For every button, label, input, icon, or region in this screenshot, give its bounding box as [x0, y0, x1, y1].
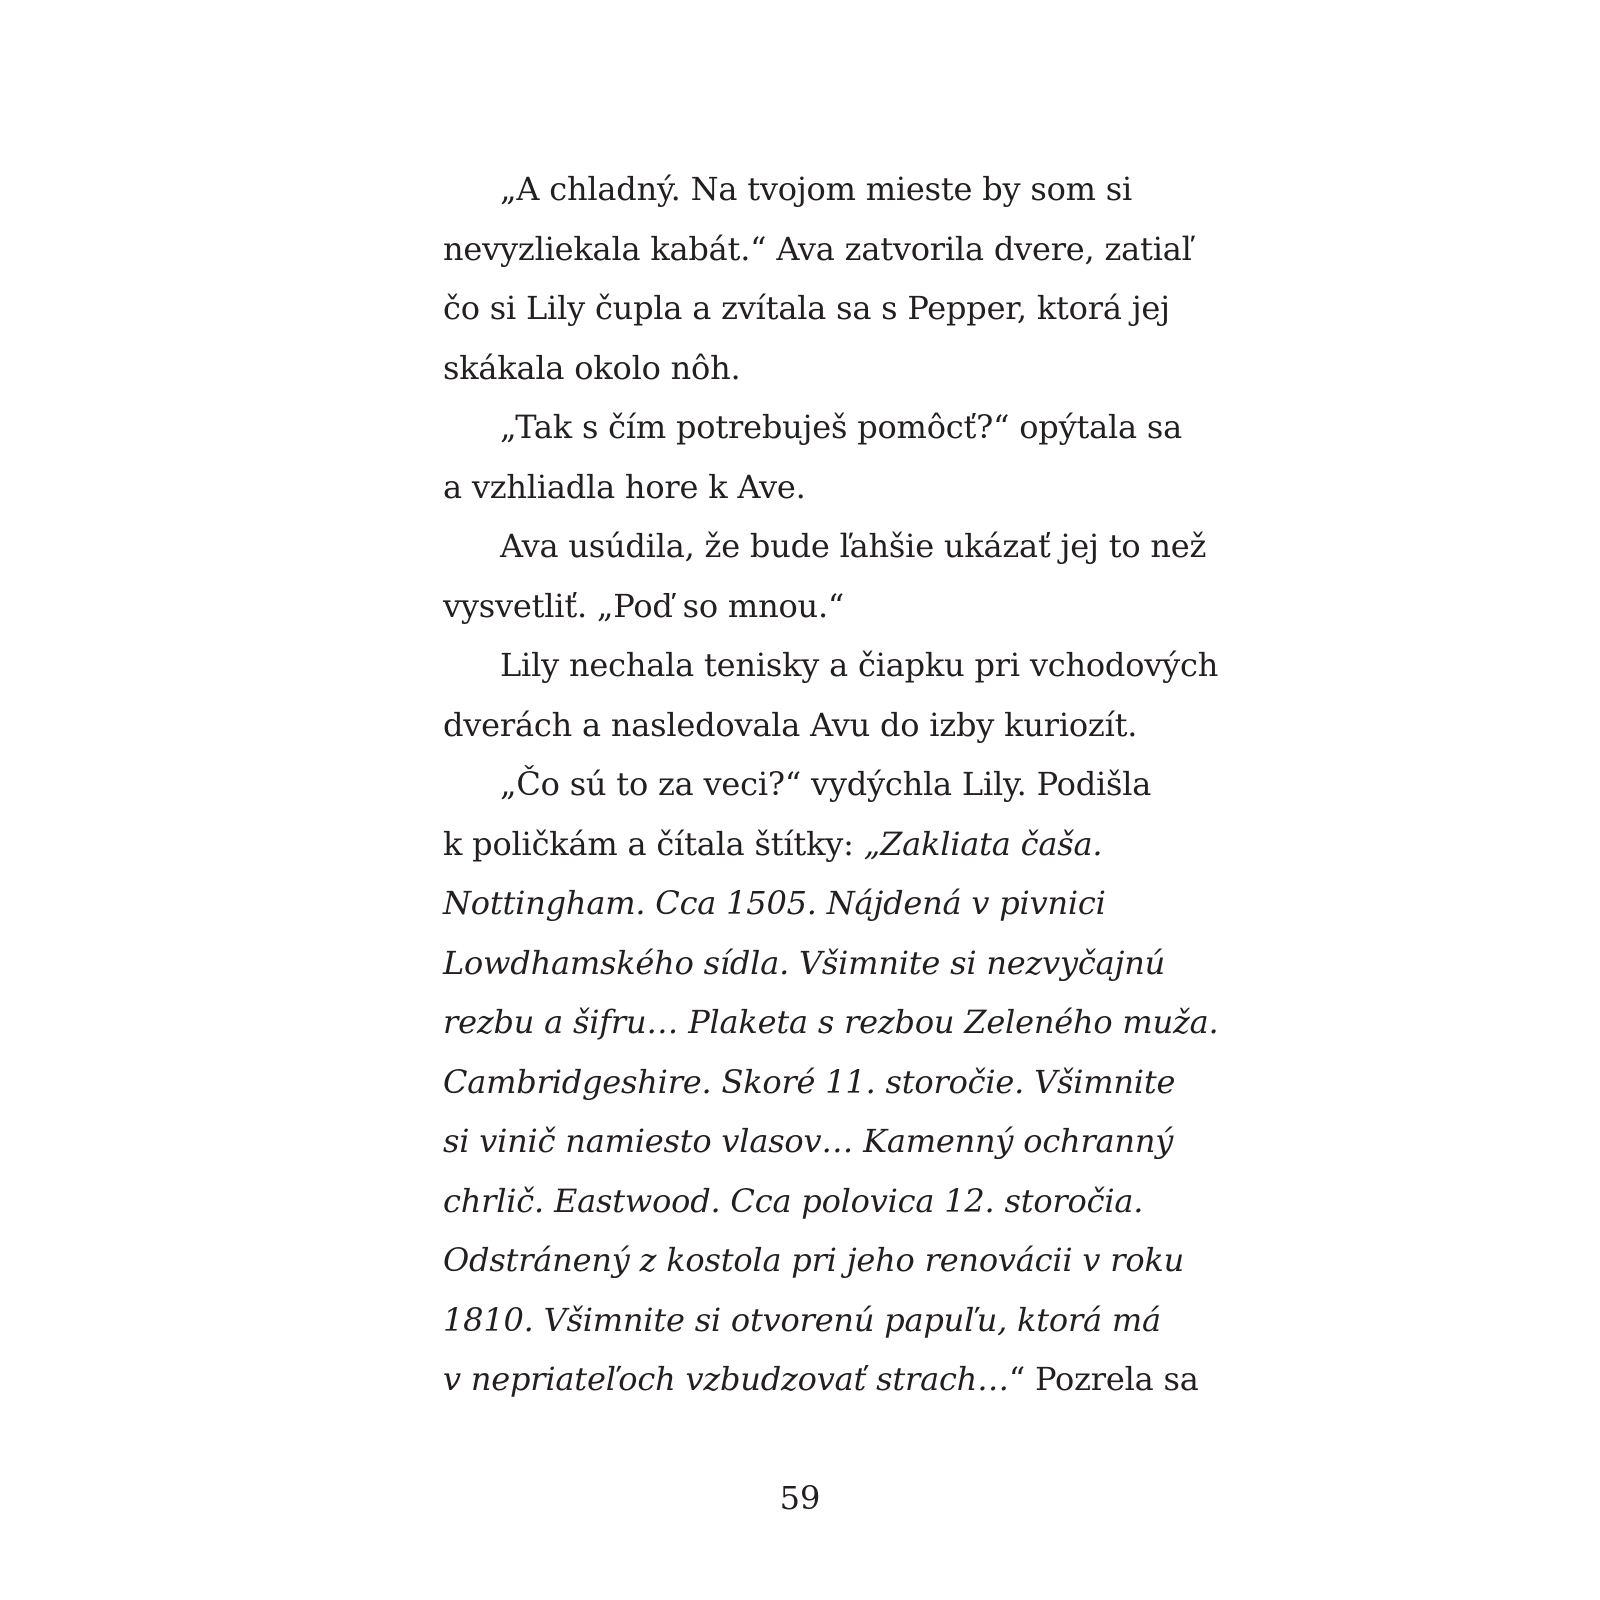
label-quote-segment: 1810. Všimnite si otvorenú papuľu, ktorá má [443, 1300, 1161, 1339]
text-line [443, 993, 1219, 1053]
text-segment: čo si Lily čupla a zvítala sa s Pepper, ktorá jej [443, 289, 1170, 327]
text-segment: k poličkám a čítala štítky: [443, 824, 864, 863]
text-line [443, 577, 1203, 637]
text-segment: Ava usúdila, že bude ľahšie ukázať jej to než [500, 527, 1207, 565]
body-text [443, 160, 1219, 1410]
text-line [443, 1291, 1203, 1351]
text-segment: „Čo sú to za veci?“ vydýchla Lily. Podišla [500, 765, 1152, 803]
text-line [443, 1231, 1203, 1291]
label-quote-segment: „Zakliata čaša. [863, 824, 1103, 863]
page-number: 59 [779, 1479, 821, 1517]
label-quote-segment: Nottingham. Cca 1505. Nájdená v pivnici [443, 884, 1106, 922]
label-quote-segment: Lowdhamského sídla. Všimnite si nezvyčajnú [443, 943, 1166, 982]
text-line [443, 874, 1203, 934]
text-segment: nevyzliekala kabát.“ Ava zatvorila dvere, zatiaľ [443, 229, 1192, 268]
text-line [443, 815, 1203, 875]
text-segment: Lily nechala tenisky a čiapku pri vchodových [500, 646, 1219, 684]
text-line [443, 934, 1203, 994]
label-quote-segment: si vinič namiesto vlasov… Kamenný ochranný [443, 1122, 1174, 1160]
text-line [443, 1053, 1203, 1113]
text-line [443, 220, 1203, 280]
label-quote-segment: rezbu a šifru… Plaketa s rezbou Zeleného muža. [443, 1003, 1219, 1041]
text-line [443, 160, 1203, 220]
text-line [443, 1350, 1203, 1410]
text-line [443, 696, 1203, 756]
text-line [443, 1112, 1203, 1172]
text-segment: vysvetliť. „Poď so mnou.“ [443, 586, 845, 625]
text-line [443, 279, 1203, 339]
text-line [443, 458, 1203, 518]
label-quote-segment: Cambridgeshire. Skoré 11. storočie. Všimnite [443, 1062, 1176, 1101]
text-line [443, 398, 1203, 458]
text-segment: dverách a nasledovala Avu do izby kuriozít. [443, 705, 1138, 744]
label-quote-segment: chrlič. Eastwood. Cca polovica 12. storočia. [443, 1181, 1144, 1220]
text-line [443, 339, 1203, 399]
text-segment: skákala okolo nôh. [443, 348, 741, 387]
text-segment: “ Pozrela sa [1008, 1360, 1199, 1398]
text-line [443, 517, 1207, 577]
text-segment: „Tak s čím potrebuješ pomôcť?“ opýtala sa [500, 408, 1182, 446]
text-line [443, 1172, 1203, 1232]
label-quote-segment: v nepriateľoch vzbudzovať strach… [443, 1360, 1009, 1398]
label-quote-segment: Odstránený z kostola pri jeho renovácii v roku [443, 1241, 1185, 1279]
text-segment: a vzhliadla hore k Ave. [443, 467, 806, 506]
text-segment: „A chladný. Na tvojom mieste by som si [500, 170, 1133, 208]
text-line [443, 755, 1203, 815]
text-line [443, 636, 1219, 696]
